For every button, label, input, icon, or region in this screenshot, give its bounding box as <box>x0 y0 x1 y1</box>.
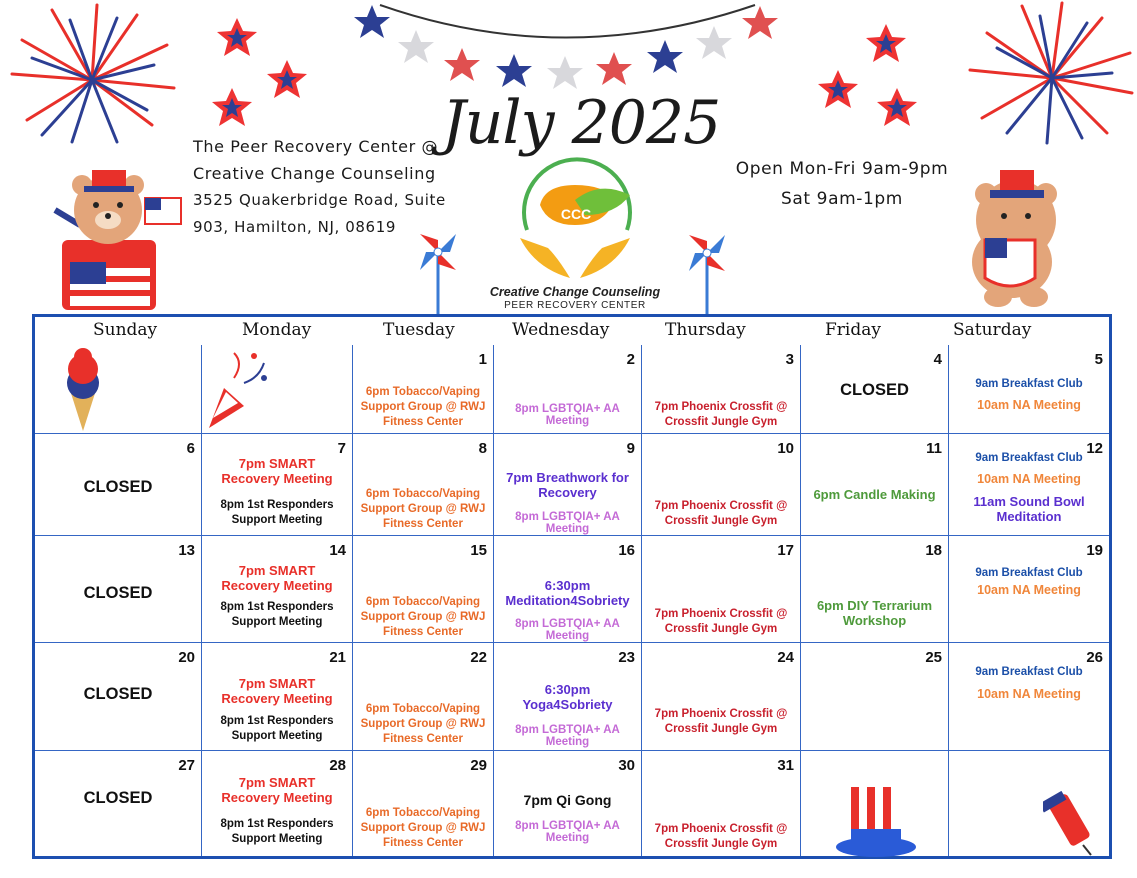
event-text: 7pm SMART Recovery Meeting <box>221 456 333 486</box>
day-number: 22 <box>470 649 487 666</box>
day-number: 18 <box>925 542 942 559</box>
event-text: 6pm Tobacco/Vaping Support Group @ RWJ Fitness Center <box>360 488 486 530</box>
event-text: 8pm LGBTQIA+ AA Meeting <box>515 724 620 748</box>
center-address <box>193 133 453 241</box>
day-number: 14 <box>329 542 346 559</box>
closed-label: CLOSED <box>840 381 909 399</box>
day-cell-5 <box>949 345 1109 434</box>
day-number: 20 <box>178 649 195 666</box>
day-number: 10 <box>777 440 794 457</box>
event-text: 8pm LGBTQIA+ AA Meeting <box>515 820 620 844</box>
day-number: 11 <box>926 440 942 457</box>
empty-day-cell <box>202 345 353 434</box>
event-text: 9am Breakfast Club <box>975 666 1083 678</box>
empty-day-cell <box>949 751 1109 856</box>
day-number: 15 <box>470 542 487 559</box>
event-text: 8pm LGBTQIA+ AA Meeting <box>515 511 620 535</box>
event-text: 6pm Candle Making <box>813 487 936 502</box>
day-cell-27 <box>35 751 202 856</box>
event-text: 7pm Phoenix Crossfit @ Crossfit Jungle Gym <box>654 500 788 527</box>
event-text: 9am Breakfast Club <box>975 378 1083 390</box>
ice-cream-cone-icon <box>53 347 113 437</box>
logo-subtitle: PEER RECOVERY CENTER <box>504 300 646 311</box>
day-number: 21 <box>329 649 346 666</box>
day-cell-30 <box>494 751 642 856</box>
day-cell-11 <box>801 434 949 536</box>
event-text: 6pm Tobacco/Vaping Support Group @ RWJ Fitness Center <box>360 386 486 428</box>
day-cell-16 <box>494 536 642 643</box>
event-text: 7pm Phoenix Crossfit @ Crossfit Jungle Gym <box>654 823 788 850</box>
weekday-saturday: Saturday <box>953 320 1032 340</box>
day-number: 1 <box>478 351 487 368</box>
teddy-bear-left-icon <box>55 170 181 310</box>
address-line: The Peer Recovery Center @ <box>193 137 439 156</box>
day-cell-20 <box>35 643 202 751</box>
empty-day-cell <box>801 751 949 856</box>
day-number: 25 <box>925 649 942 666</box>
weekday-tuesday: Tuesday <box>383 320 455 340</box>
weekday-thursday: Thursday <box>665 320 746 340</box>
closed-label: CLOSED <box>83 584 153 602</box>
day-cell-15 <box>353 536 494 643</box>
day-number: 13 <box>178 542 195 559</box>
event-text: 6:30pm Yoga4Sobriety <box>522 682 613 712</box>
address-line: 3525 Quakerbridge Road, Suite <box>193 191 446 209</box>
weekday-friday: Friday <box>825 320 881 340</box>
day-number: 12 <box>1086 440 1103 457</box>
party-popper-icon <box>204 348 274 438</box>
event-text: 7pm SMART Recovery Meeting <box>221 563 333 593</box>
day-number: 2 <box>626 351 635 368</box>
logo-caption <box>470 285 680 311</box>
calendar-grid <box>35 345 1109 856</box>
day-cell-21 <box>202 643 353 751</box>
day-number: 7 <box>337 440 346 457</box>
day-number: 30 <box>618 757 635 774</box>
firework-right-icon <box>970 3 1132 143</box>
day-number: 31 <box>777 757 794 774</box>
day-number: 8 <box>478 440 487 457</box>
day-cell-10 <box>642 434 801 536</box>
day-cell-6 <box>35 434 202 536</box>
closed-label: CLOSED <box>83 685 153 703</box>
address-line: Creative Change Counseling <box>193 164 436 183</box>
event-text: 8pm 1st Responders Support Meeting <box>220 818 334 845</box>
day-cell-13 <box>35 536 202 643</box>
day-cell-26 <box>949 643 1109 751</box>
hours-line: Sat 9am-1pm <box>781 189 903 209</box>
event-text: 9am Breakfast Club <box>975 567 1083 579</box>
day-number: 19 <box>1086 542 1103 559</box>
event-text: 10am NA Meeting <box>977 583 1081 597</box>
event-text: 10am NA Meeting <box>977 398 1081 412</box>
pinwheel-right-icon <box>689 235 725 315</box>
day-cell-18 <box>801 536 949 643</box>
event-text: 9am Breakfast Club <box>975 452 1083 464</box>
hours-line: Open Mon-Fri 9am-9pm <box>735 159 949 179</box>
event-text: 8pm 1st Responders Support Meeting <box>220 715 334 742</box>
uncle-sam-hat-icon <box>831 779 921 864</box>
day-cell-3 <box>642 345 801 434</box>
day-cell-12 <box>949 434 1109 536</box>
closed-label: CLOSED <box>83 478 153 496</box>
closed-label: CLOSED <box>83 789 153 807</box>
event-text: 8pm LGBTQIA+ AA Meeting <box>515 403 620 427</box>
weekday-sunday: Sunday <box>93 320 158 340</box>
day-cell-23 <box>494 643 642 751</box>
event-text: 7pm Phoenix Crossfit @ Crossfit Jungle Gym <box>654 608 788 635</box>
event-text: 7pm Phoenix Crossfit @ Crossfit Jungle Gym <box>654 708 788 735</box>
calendar-title: July 2025 <box>441 88 721 158</box>
event-text: 8pm 1st Responders Support Meeting <box>220 601 334 628</box>
day-cell-22 <box>353 643 494 751</box>
weekday-wednesday: Wednesday <box>512 320 610 340</box>
day-cell-19 <box>949 536 1109 643</box>
day-cell-2 <box>494 345 642 434</box>
event-text: 6pm Tobacco/Vaping Support Group @ RWJ Fitness Center <box>360 703 486 745</box>
firecracker-icon <box>1043 783 1103 863</box>
day-cell-28 <box>202 751 353 856</box>
event-text: 6:30pm Meditation4Sobriety <box>505 578 630 608</box>
event-text: 11am Sound Bowl Meditation <box>973 494 1085 524</box>
day-number: 28 <box>329 757 346 774</box>
day-number: 27 <box>178 757 195 774</box>
logo-name: Creative Change Counseling <box>489 285 661 299</box>
event-text: 10am NA Meeting <box>977 472 1081 486</box>
event-text: 10am NA Meeting <box>977 687 1081 701</box>
day-number: 6 <box>186 440 195 457</box>
day-number: 24 <box>777 649 794 666</box>
day-cell-24 <box>642 643 801 751</box>
day-number: 29 <box>470 757 487 774</box>
weekday-monday: Monday <box>242 320 312 340</box>
day-cell-29 <box>353 751 494 856</box>
day-cell-9 <box>494 434 642 536</box>
event-text: 7pm SMART Recovery Meeting <box>221 775 333 805</box>
day-cell-31 <box>642 751 801 856</box>
day-cell-1 <box>353 345 494 434</box>
day-cell-14 <box>202 536 353 643</box>
day-cell-17 <box>642 536 801 643</box>
day-cell-7 <box>202 434 353 536</box>
day-cell-8 <box>353 434 494 536</box>
event-text: 7pm SMART Recovery Meeting <box>221 676 333 706</box>
event-text: 6pm DIY Terrarium Workshop <box>816 598 933 628</box>
firework-left-icon <box>12 5 174 142</box>
day-number: 3 <box>785 351 794 368</box>
day-number: 4 <box>933 351 942 368</box>
address-line: 903, Hamilton, NJ, 08619 <box>193 218 396 236</box>
event-text: 7pm Breathwork for Recovery <box>506 470 629 500</box>
weekday-header-row <box>35 317 1109 344</box>
event-text: 7pm Qi Gong <box>523 792 612 808</box>
event-text: 7pm Phoenix Crossfit @ Crossfit Jungle Gym <box>654 401 788 428</box>
pinwheel-left-icon <box>420 234 456 315</box>
day-number: 26 <box>1086 649 1103 666</box>
day-number: 9 <box>626 440 635 457</box>
logo-initials: CCC <box>560 206 592 222</box>
event-text: 6pm Tobacco/Vaping Support Group @ RWJ Fitness Center <box>360 807 486 849</box>
opening-hours <box>712 154 972 214</box>
event-text: 6pm Tobacco/Vaping Support Group @ RWJ Fitness Center <box>360 596 486 638</box>
day-cell-25 <box>801 643 949 751</box>
teddy-bear-right-icon <box>972 170 1057 307</box>
day-number: 17 <box>777 542 794 559</box>
event-text: 8pm LGBTQIA+ AA Meeting <box>515 618 620 642</box>
event-text: 8pm 1st Responders Support Meeting <box>220 499 334 526</box>
empty-day-cell <box>35 345 202 434</box>
day-number: 16 <box>618 542 635 559</box>
day-cell-4 <box>801 345 949 434</box>
day-number: 5 <box>1094 351 1103 368</box>
bunting-icon <box>354 5 778 89</box>
day-number: 23 <box>618 649 635 666</box>
